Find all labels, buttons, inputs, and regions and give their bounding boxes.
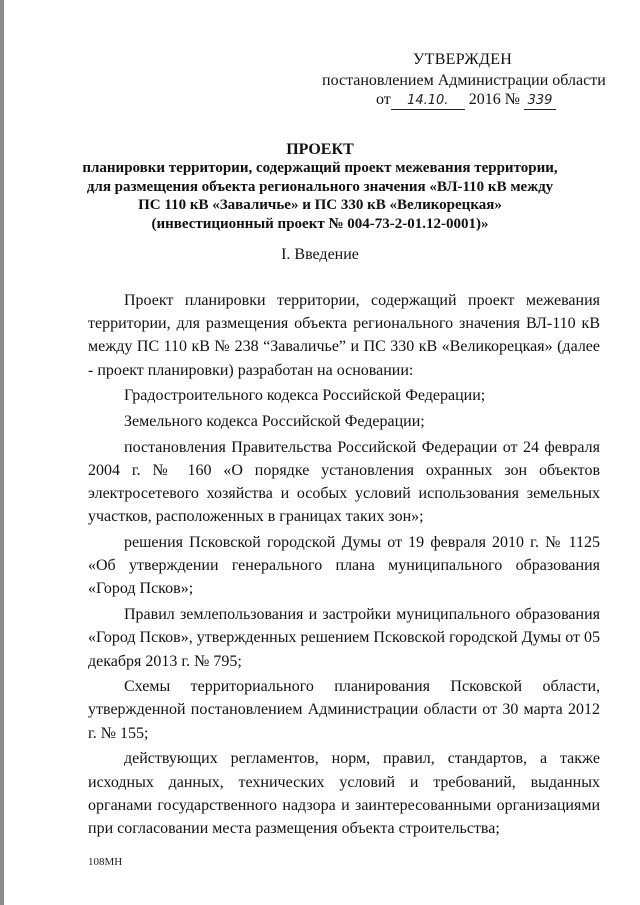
handwritten-date: 14.10. [391,93,465,110]
handwritten-number: 339 [524,93,556,110]
page-edge-shadow [0,0,4,905]
approval-title: УТВЕРЖДЕН [413,51,513,68]
approval-date-line [376,90,556,110]
approval-resolution-line: постановлением Администрации области [322,72,606,89]
body-paragraph: Проект планировки территории, содержащий проект межевания территории, для размещения объекта регионального значения ВЛ-110 кВ между ПС 110 кВ № 238 “Заваличье” и ПС 330 кВ «Великорецкая» (далее - проект планировки) разработан на основании: [88,292,600,379]
project-title-block [0,140,640,233]
section-heading: I. Введение [281,246,359,263]
date-prefix: от [376,91,391,108]
body-paragraph: Земельного кодекса Российской Федерации; [124,413,425,431]
project-subtitle-line: (инвестиционный проект № 004-73-2-01.12-0001)» [151,215,489,232]
project-subtitle-line: планировки территории, содержащий проект межевания территории, [82,160,558,176]
body-paragraph: решения Псковской городской Думы от 19 февраля 2010 г. № 1125 «Об утверждении генерального плана муниципального образования «Город Псков»; [88,534,600,598]
body-paragraph: Схемы территориального планирования Псковской области, утвержденной постановлением Администрации области от 30 марта 2012 г. № 155; [88,678,600,742]
body-paragraph: Правил землепользования и застройки муниципального образования «Город Псков», утвержденных решением Псковской городской Думы от 05 декабря 2013 г. № 795; [88,606,600,670]
body-paragraph: Градостроительного кодекса Российской Федерации; [124,387,486,405]
body-paragraph: постановления Правительства Российской Федерации от 24 февраля 2004 г. № 160 «О порядке установления охранных зон объектов электросетевого хозяйства и особых условий использования земельных участков, расположенных в границах таких зон»; [88,438,600,526]
project-subtitle-line: ПС 110 кВ «Заваличье» и ПС 330 кВ «Великорецкая» [138,197,502,213]
document-body [88,289,600,843]
project-title: ПРОЕКТ [286,141,354,158]
project-subtitle-line: для размещения объекта регионального значения «ВЛ-110 кВ между [86,178,554,195]
body-paragraph: действующих регламентов, норм, правил, стандартов, а также исходных данных, технических условий и требований, выданных органами государственного надзора и заинтересованными организациями при согласовании места размещения объекта строительства; [88,750,600,837]
year-number-label: 2016 № [468,91,521,108]
footer-document-code: 108МН [88,856,123,868]
